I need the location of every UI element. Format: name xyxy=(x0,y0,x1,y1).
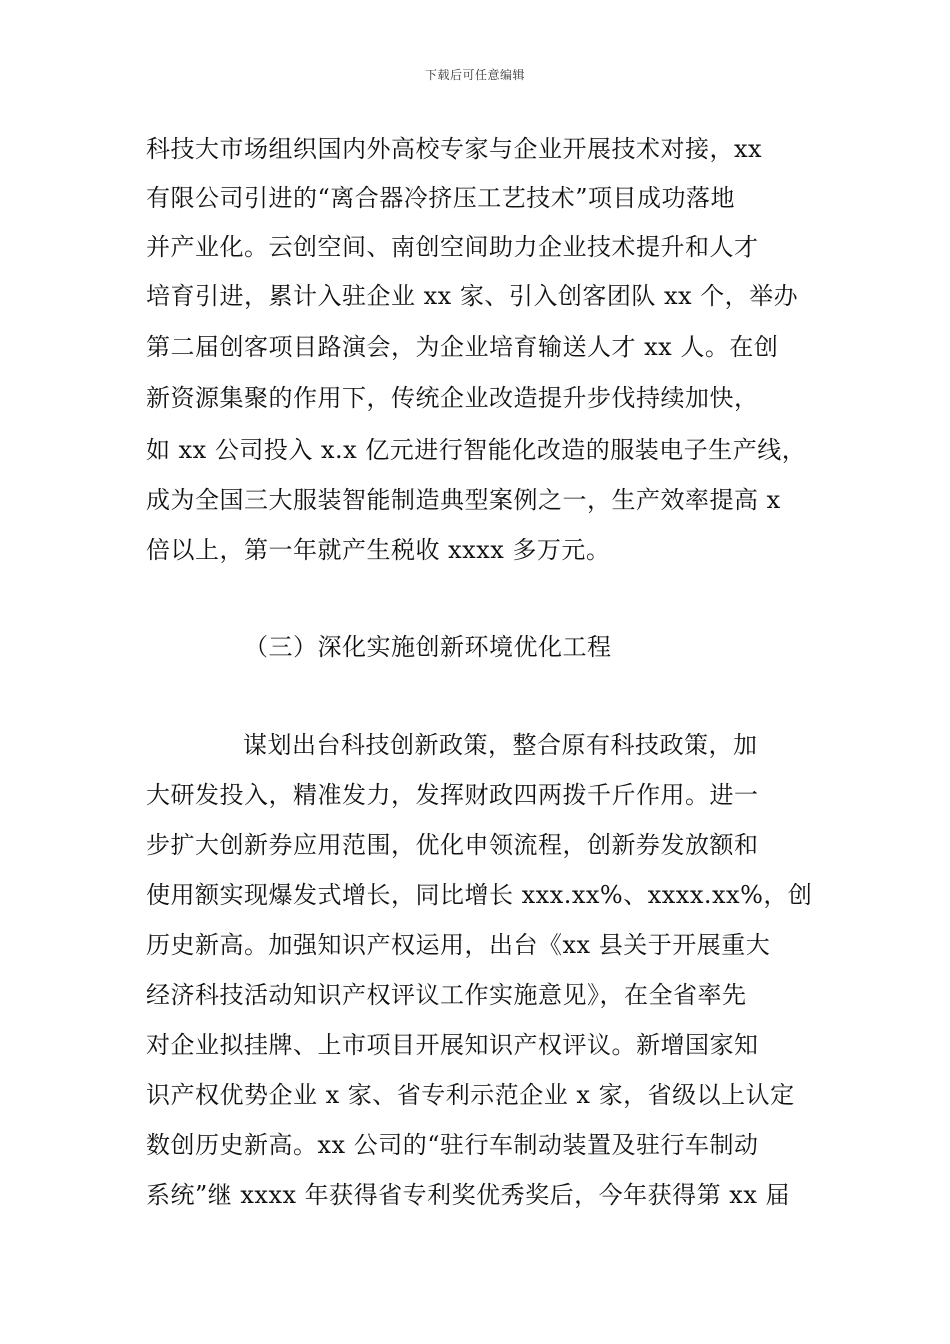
text-line: 谋划出台科技创新政策，整合原有科技政策，加 xyxy=(243,731,758,759)
text-line: 使用额实现爆发式增长，同比增长 xxx.xx%、xxxx.xx%，创 xyxy=(146,881,813,909)
text-line: 并产业化。云创空间、南创空间助力企业技术提升和人才 xyxy=(146,233,759,261)
text-line: 识产权优势企业 x 家、省专利示范企业 x 家，省级以上认定 xyxy=(146,1081,795,1109)
text-line: 培育引进，累计入驻企业 xx 家、引入创客团队 xx 个，举办 xyxy=(146,282,799,310)
text-line: 数创历史新高。xx 公司的“驻行车制动装置及驻行车制动 xyxy=(146,1131,759,1159)
section-heading: （三）深化实施创新环境优化工程 xyxy=(244,633,612,661)
page-header-note: 下载后可任意编辑 xyxy=(424,68,525,82)
text-line: 经济科技活动知识产权评议工作实施意见》，在全省率先 xyxy=(146,981,747,1009)
text-line: 倍以上，第一年就产生税收 xxxx 多万元。 xyxy=(146,536,611,564)
text-line: 如 xx 公司投入 x.x 亿元进行智能化改造的服装电子生产线， xyxy=(146,436,807,464)
text-line: 历史新高。加强知识产权运用，出台《xx 县关于开展重大 xyxy=(146,931,771,959)
text-line: 系统”继 xxxx 年获得省专利奖优秀奖后，今年获得第 xx 届 xyxy=(146,1181,790,1209)
text-line: 科技大市场组织国内外高校专家与企业开展技术对接，xx xyxy=(146,135,763,163)
text-line: 第二届创客项目路演会，为企业培育输送人才 xx 人。在创 xyxy=(146,333,779,361)
text-line: 有限公司引进的“离合器冷挤压工艺技术”项目成功落地 xyxy=(146,184,736,212)
text-line: 步扩大创新券应用范围，优化申领流程，创新券发放额和 xyxy=(146,831,759,859)
text-line: 大研发投入，精准发力，发挥财政四两拨千斤作用。进一 xyxy=(146,781,759,809)
text-line: 对企业拟挂牌、上市项目开展知识产权评议。新增国家知 xyxy=(146,1031,759,1059)
text-line: 成为全国三大服装智能制造典型案例之一，生产效率提高 x xyxy=(146,486,781,514)
text-line: 新资源集聚的作用下，传统企业改造提升步伐持续加快， xyxy=(146,384,759,412)
